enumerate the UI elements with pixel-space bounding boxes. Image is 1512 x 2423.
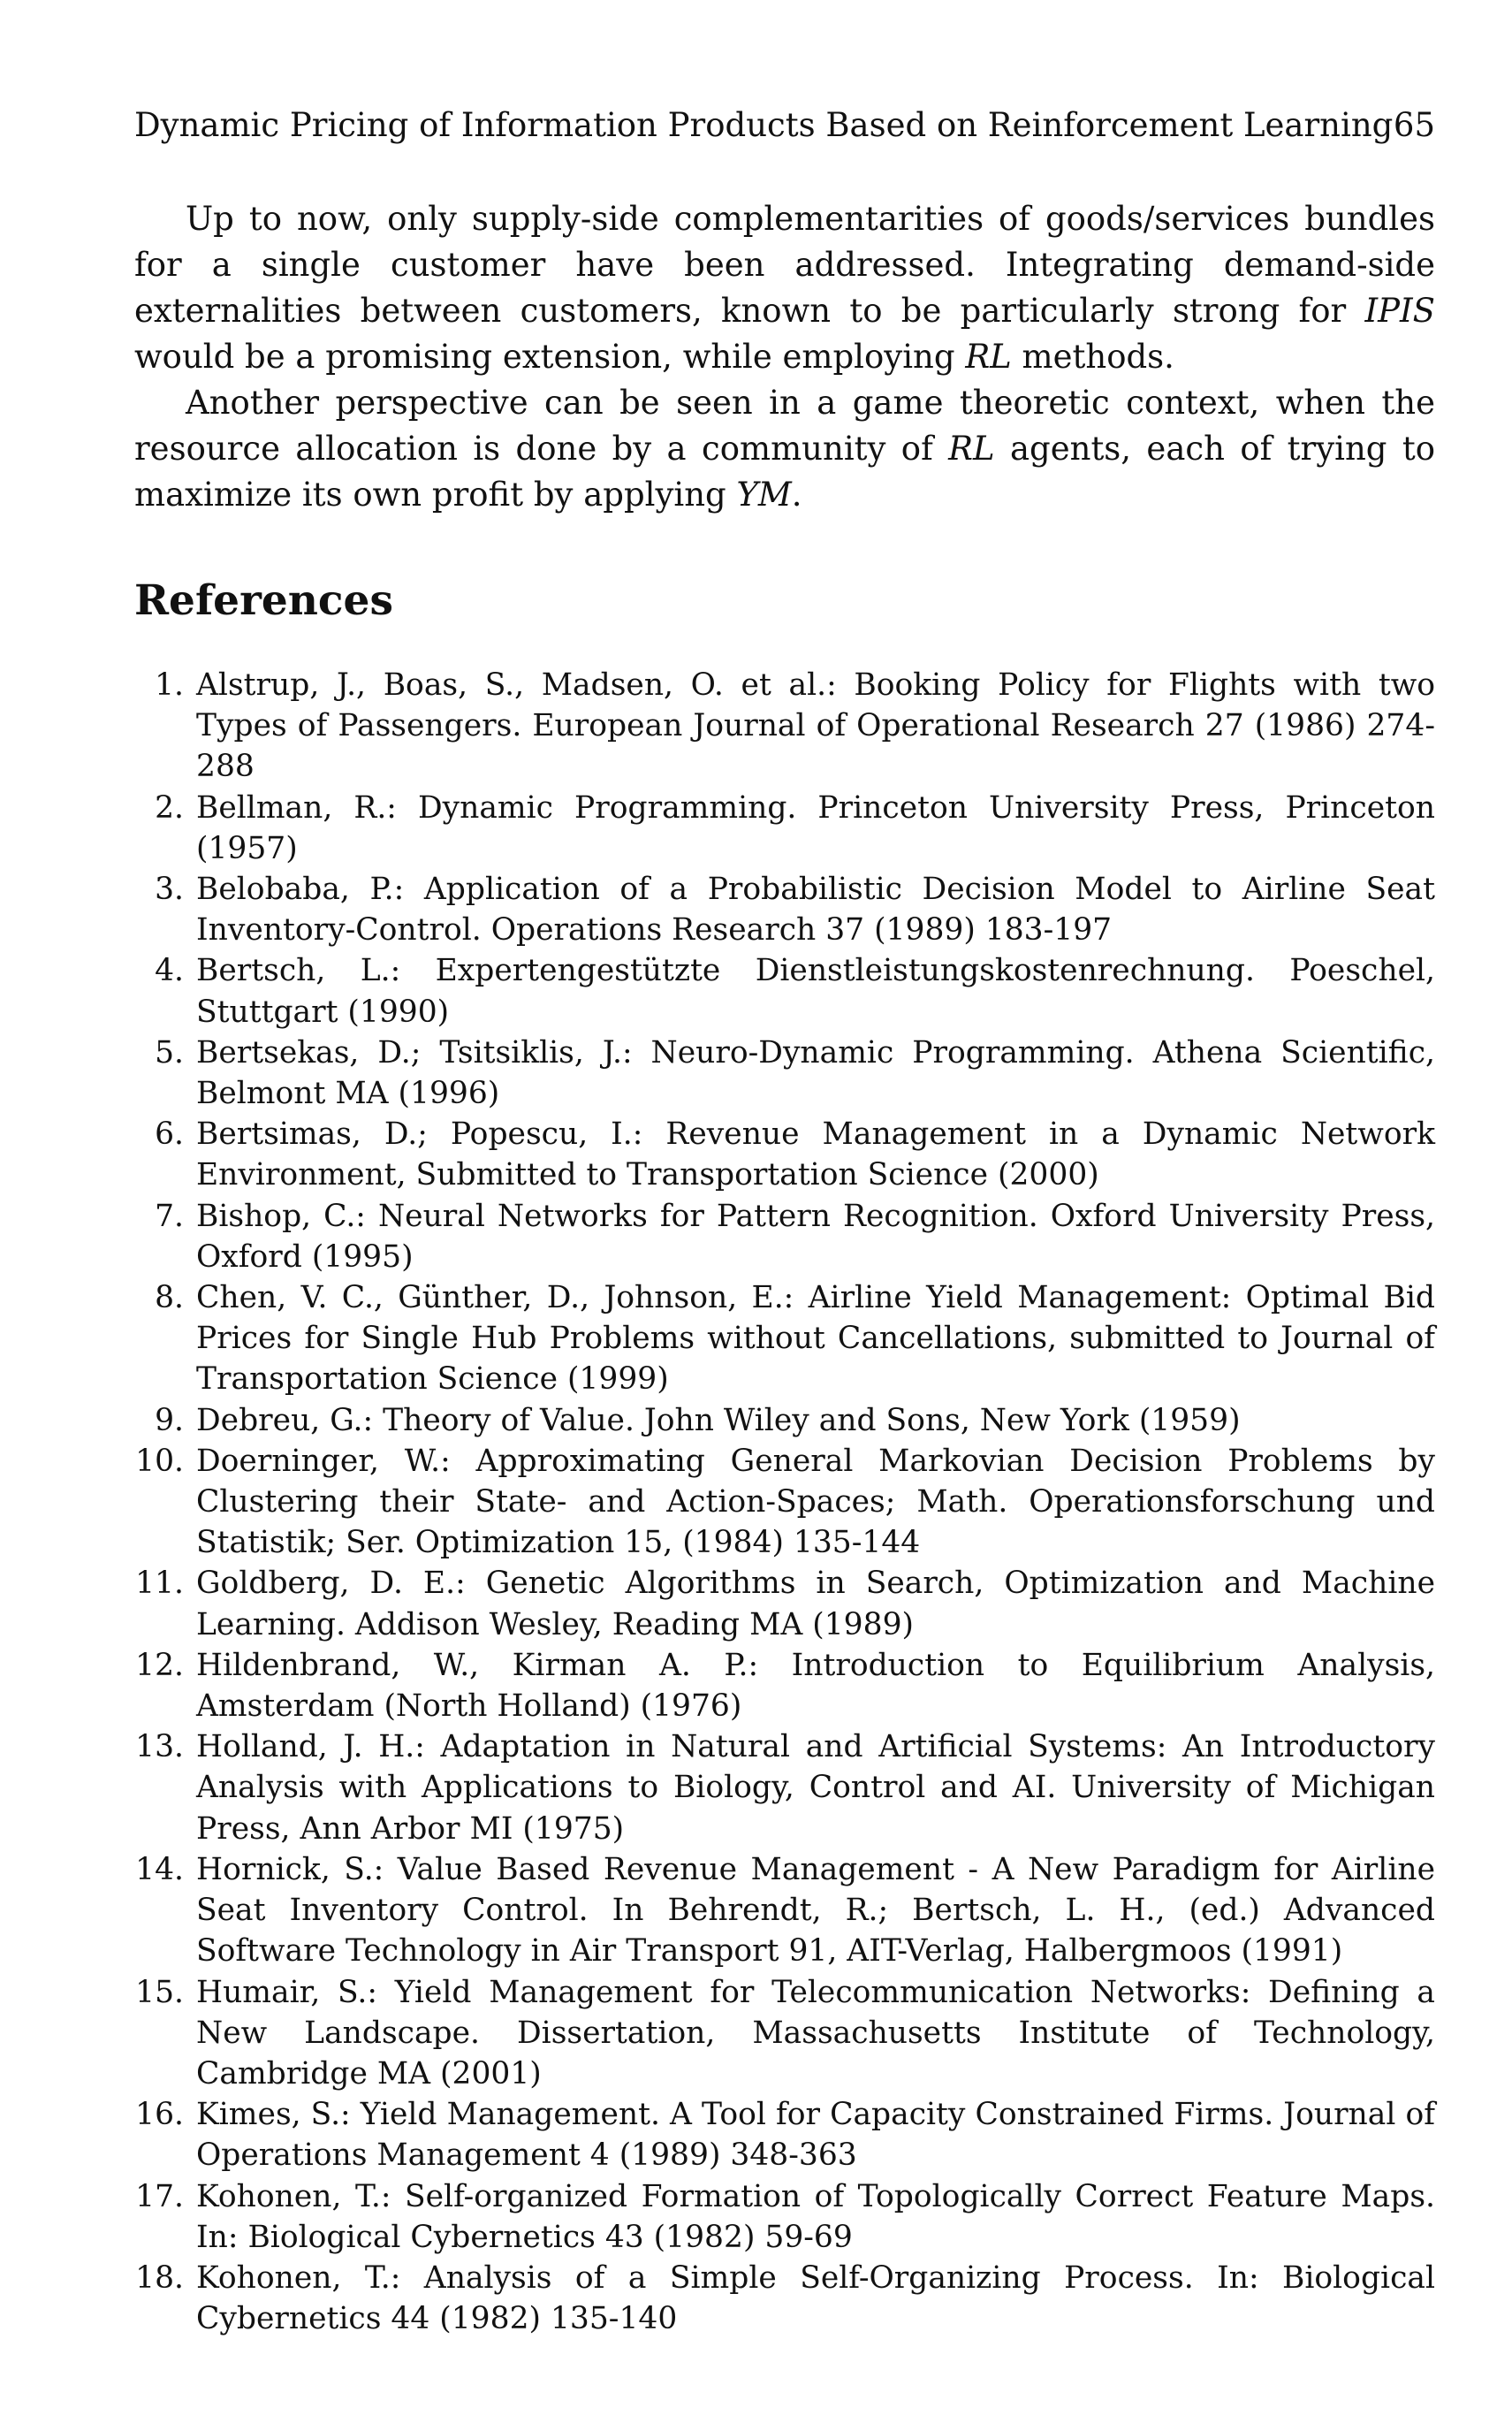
text-run: would be a promising extension, while employing — [134, 338, 966, 376]
reference-number: 2. — [155, 789, 184, 826]
emphasis-ym: YM — [736, 476, 792, 514]
text-run: agents, each of trying to maximize its own profit by applying — [134, 430, 1435, 514]
text-run: Another perspective can be seen in a game theoretic context, when the resource allocation is done by a community of — [134, 384, 1435, 468]
paragraph-1 — [134, 196, 1435, 380]
reference-item — [134, 1849, 1435, 1972]
reference-text: Bishop, C.: Neural Networks for Pattern Recognition. Oxford University Press, Oxford (1995) — [196, 1198, 1435, 1275]
paragraph-2 — [134, 380, 1435, 518]
reference-item — [134, 2258, 1435, 2339]
emphasis-ipis: IPIS — [1364, 292, 1435, 330]
running-title: Dynamic Pricing of Information Products Based on Reinforcement Learning — [134, 106, 1394, 144]
reference-item — [134, 1441, 1435, 1564]
reference-number: 13. — [135, 1729, 184, 1765]
reference-number: 9. — [155, 1402, 184, 1438]
reference-number: 6. — [155, 1116, 184, 1153]
reference-item — [134, 788, 1435, 869]
reference-number: 8. — [155, 1280, 184, 1316]
reference-text: Bertsekas, D.; Tsitsiklis, J.: Neuro-Dynamic Programming. Athena Scientific, Belmont MA (1996) — [196, 1034, 1435, 1112]
reference-number: 3. — [155, 872, 184, 908]
reference-item — [134, 1972, 1435, 2095]
reference-text: Kohonen, T.: Self-organized Formation of Topologically Correct Feature Maps. In: Biological Cybernetics 43 (1982) 59-69 — [196, 2178, 1435, 2255]
reference-item — [134, 1400, 1435, 1441]
reference-item — [134, 869, 1435, 950]
reference-text: Belobaba, P.: Application of a Probabilistic Decision Model to Airline Seat Inventory-Control. Operations Research 37 (1989) 183-197 — [196, 872, 1435, 949]
reference-text: Bertsch, L.: Expertengestützte Dienstleistungskostenrechnung. Poeschel, Stuttgart (1990) — [196, 953, 1435, 1030]
reference-number: 12. — [135, 1647, 184, 1683]
reference-number: 11. — [135, 1566, 184, 1602]
reference-text: Bertsimas, D.; Popescu, I.: Revenue Management in a Dynamic Network Environment, Submitted to Transportation Science (2000) — [196, 1116, 1435, 1193]
reference-text: Holland, J. H.: Adaptation in Natural and Artificial Systems: An Introductory Analysis with Applications to Biology, Control and AI. University of Michigan Press, Ann Arbor MI (1975) — [196, 1729, 1435, 1847]
reference-number: 17. — [135, 2178, 184, 2214]
reference-number: 4. — [155, 953, 184, 989]
reference-item — [134, 1032, 1435, 1114]
body-text — [134, 196, 1435, 518]
reference-item — [134, 1114, 1435, 1195]
reference-item — [134, 2176, 1435, 2258]
reference-text: Bellman, R.: Dynamic Programming. Princeton University Press, Princeton (1957) — [196, 789, 1435, 866]
page-number: 65 — [1393, 106, 1435, 144]
reference-text: Humair, S.: Yield Management for Telecommunication Networks: Defining a New Landscape. Dissertation, Massachusetts Institute of Technology, Cambridge MA (2001) — [196, 1974, 1435, 2092]
reference-text: Goldberg, D. E.: Genetic Algorithms in Search, Optimization and Machine Learning. Addison Wesley, Reading MA (1989) — [196, 1566, 1435, 1642]
reference-number: 10. — [135, 1443, 184, 1479]
reference-item — [134, 1726, 1435, 1849]
reference-text: Hornick, S.: Value Based Revenue Management - A New Paradigm for Airline Seat Inventory Control. In Behrendt, R.; Bertsch, L. H., (ed.) Advanced Software Technology in Air Transport 91, AIT-Verlag, Halbergmoos (1991) — [196, 1851, 1435, 1970]
reference-item — [134, 1196, 1435, 1277]
reference-item — [134, 950, 1435, 1032]
reference-number: 16. — [135, 2097, 184, 2133]
reference-item — [134, 1645, 1435, 1726]
reference-item — [134, 1277, 1435, 1400]
emphasis-rl: RL — [965, 338, 1012, 376]
text-run: methods. — [1011, 338, 1174, 376]
reference-text: Kimes, S.: Yield Management. A Tool for Capacity Constrained Firms. Journal of Operations Management 4 (1989) 348-363 — [196, 2097, 1435, 2174]
references-heading: References — [134, 576, 393, 625]
running-header — [134, 104, 1435, 147]
reference-text: Kohonen, T.: Analysis of a Simple Self-Organizing Process. In: Biological Cybernetics 44 (1982) 135-140 — [196, 2259, 1435, 2337]
reference-number: 7. — [155, 1198, 184, 1234]
reference-number: 14. — [135, 1851, 184, 1887]
reference-text: Hildenbrand, W., Kirman A. P.: Introduction to Equilibrium Analysis, Amsterdam (North Holland) (1976) — [196, 1647, 1435, 1725]
reference-item — [134, 2094, 1435, 2175]
text-run: . — [791, 476, 802, 514]
reference-text: Debreu, G.: Theory of Value. John Wiley and Sons, New York (1959) — [196, 1402, 1241, 1438]
reference-text: Chen, V. C., Günther, D., Johnson, E.: Airline Yield Management: Optimal Bid Prices for Single Hub Problems without Cancellations, submitted to Journal of Transportation Science (1999) — [196, 1280, 1435, 1398]
reference-text: Alstrup, J., Boas, S., Madsen, O. et al.: Booking Policy for Flights with two Types of Passengers. European Journal of Operational Research 27 (1986) 274-288 — [196, 667, 1435, 785]
reference-number: 18. — [135, 2259, 184, 2296]
references-list — [134, 665, 1435, 2339]
reference-number: 5. — [155, 1034, 184, 1071]
reference-number: 1. — [155, 667, 184, 703]
reference-item — [134, 1563, 1435, 1644]
text-run: Up to now, only supply-side complementarities of goods/services bundles for a single customer have been addressed. Integrating demand-side externalities between customers, known to be particularly strong for — [134, 200, 1435, 330]
reference-item — [134, 665, 1435, 788]
emphasis-rl: RL — [948, 430, 995, 468]
reference-text: Doerninger, W.: Approximating General Markovian Decision Problems by Clustering their State- and Action-Spaces; Math. Operationsforschung und Statistik; Ser. Optimization 15, (1984) 135-144 — [196, 1443, 1435, 1561]
reference-number: 15. — [135, 1974, 184, 2010]
